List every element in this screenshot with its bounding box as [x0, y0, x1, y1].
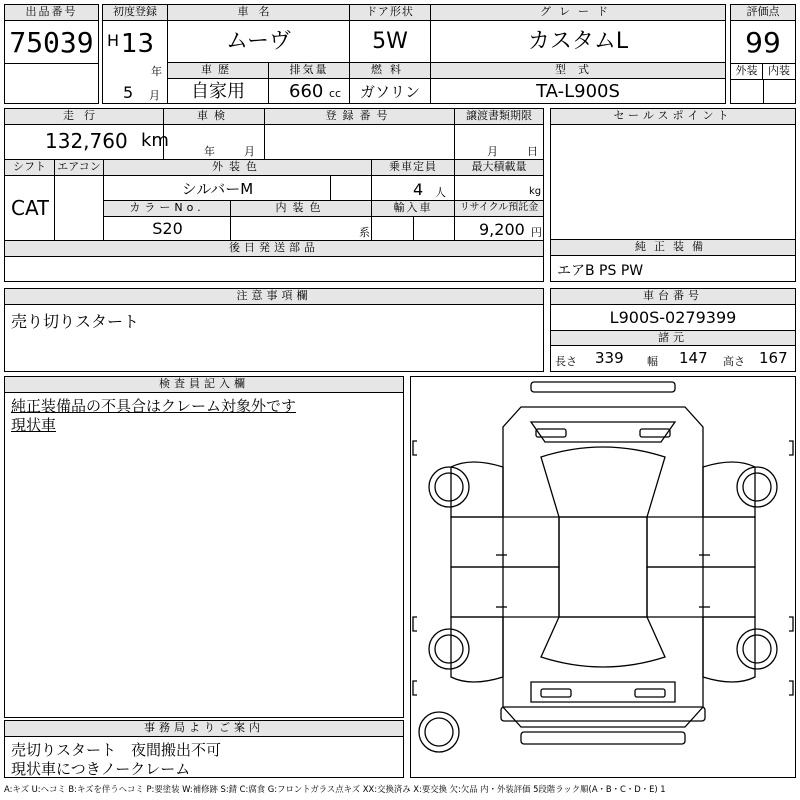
reg-year: 13 [121, 29, 155, 59]
height-value: 167 [759, 349, 788, 367]
width-label: 幅 [647, 355, 658, 368]
legend-text: A:キズ U:ヘコミ B:キズを伴うヘコミ P:要塗装 W:補修跡 S:錆 C:腐食 G:フロントガラス点キズ XX:交換済み X:要交換 欠:欠品 内・外装評価 5段階ラック順(A・B・C・D・E) 1 [4, 784, 666, 794]
recycle-value: 9,200 [479, 220, 525, 239]
capacity-value: 4 [413, 180, 424, 199]
caution-text: 売り切りスタート [11, 312, 140, 331]
aircon-col [55, 176, 104, 240]
inspector-header: 検査員記入欄 [5, 377, 403, 393]
inspection-year-unit: 年 [204, 145, 215, 158]
cabin-shape [559, 517, 647, 617]
load-unit: kg [529, 186, 542, 197]
fuel-header: 燃料 [350, 63, 430, 79]
colorno-header: カラーNo. [104, 201, 231, 217]
equipment-header: 純正装備 [551, 240, 795, 256]
chassis-header: 車台番号 [551, 289, 795, 305]
reg-number-cell [264, 108, 455, 160]
mileage-header: 走行 [5, 109, 163, 125]
door-left-front [451, 517, 559, 567]
width-value: 147 [679, 349, 708, 367]
rear-gate-shape [531, 682, 675, 702]
front-bumper-shape [531, 382, 675, 392]
interior-color-unit: 系 [359, 226, 370, 239]
later-parts-header: 後日発送部品 [5, 241, 543, 257]
taillight-left [541, 689, 571, 697]
office-header: 事務局よりご案内 [5, 721, 403, 737]
inspector-line-2: 現状車 [11, 416, 57, 434]
first-reg-cell [102, 4, 168, 104]
reg-month: 5 [123, 83, 134, 102]
interior-color-cell [231, 217, 372, 240]
fender-right-rear [703, 617, 755, 682]
roof-shape [541, 447, 665, 517]
fuel-value: ガソリン [359, 83, 420, 101]
fender-left-rear [451, 617, 503, 682]
first-reg-header: 初度登録 [103, 5, 167, 21]
interior-color-header: 内装色 [231, 201, 372, 217]
lot-header: 出品番号 [5, 5, 98, 21]
model-header: 型式 [431, 63, 725, 79]
mileage-value: 132,760 [45, 129, 128, 153]
capacity-header: 乗車定員 [372, 160, 455, 176]
era-label: H [107, 31, 120, 50]
inspection-header: 車検 [164, 109, 264, 125]
lot-cell [4, 4, 99, 104]
model-value: TA-L900S [536, 81, 620, 102]
recycle-header: リサイクル預託金 [455, 201, 543, 217]
recycle-unit: 円 [531, 226, 542, 239]
transfer-month-unit: 月 [487, 145, 498, 158]
displacement-cell [268, 62, 350, 104]
doors-header: ドア形状 [350, 5, 430, 21]
later-parts-cell [4, 240, 544, 282]
import-cell [372, 217, 414, 240]
score-header: 評価点 [731, 5, 795, 21]
caution-cell [4, 288, 544, 372]
model-cell [430, 62, 726, 104]
exterior-header: 外装 [731, 63, 763, 79]
reg-month-unit: 月 [149, 89, 160, 102]
aircon-header: エアコン [55, 160, 104, 176]
car-diagram [410, 376, 796, 778]
chassis-cell [550, 288, 796, 372]
rear-window-shape [541, 617, 665, 667]
shift-header: シフト [5, 160, 55, 176]
door-left-rear [451, 567, 559, 617]
capacity-unit: 人 [435, 186, 446, 199]
office-line-2: 現状車につきノークレーム [11, 760, 191, 778]
sales-header: セールスポイント [551, 109, 795, 125]
caution-header: 注意事項欄 [5, 289, 543, 305]
transfer-header: 譲渡書類期限 [455, 109, 543, 125]
reg-year-unit: 年 [151, 65, 162, 78]
spec-block [4, 159, 544, 241]
grade-value: カスタムL [527, 29, 629, 54]
lot-number: 75039 [9, 26, 94, 59]
car-name-cell [167, 4, 350, 63]
reg-number-header: 登録番号 [265, 109, 454, 125]
rear-bumper-shape [501, 707, 705, 721]
sales-cell [550, 108, 796, 240]
doors-cell [349, 4, 431, 63]
length-value: 339 [595, 349, 624, 367]
import-header: 輸入車 [372, 201, 455, 217]
history-value: 自家用 [191, 81, 245, 102]
transfer-day-unit: 日 [527, 145, 538, 158]
displacement-unit: cc [329, 87, 342, 100]
grade-header: グレード [431, 5, 725, 21]
top-section [4, 4, 796, 104]
score-value: 99 [745, 26, 781, 59]
office-line-1: 売切りスタート 夜間搬出不可 [11, 741, 222, 759]
inspector-line-1: 純正装備品の不具合はクレーム対象外です [11, 397, 297, 415]
transfer-cell [454, 108, 544, 160]
length-label: 長さ [555, 355, 577, 368]
door-right-rear [647, 567, 755, 617]
inspection-cell [163, 108, 265, 160]
mileage-unit: km [141, 130, 169, 151]
displacement-header: 排気量 [269, 63, 349, 79]
equipment-cell [550, 239, 796, 282]
color-value: シルバーM [181, 180, 254, 198]
history-header: 車歴 [168, 63, 268, 79]
colorno-value: S20 [152, 219, 183, 238]
office-cell [4, 720, 404, 778]
history-cell [167, 62, 269, 104]
taillight-right [635, 689, 665, 697]
lot-divider [5, 63, 98, 64]
shift-value: CAT [11, 196, 50, 220]
car-name-header: 車名 [168, 5, 349, 21]
equipment-value: エアB PS PW [557, 263, 644, 279]
inspection-month-unit: 月 [244, 145, 255, 158]
mileage-cell [4, 108, 169, 160]
displacement-value: 660 [289, 81, 324, 102]
score-split [763, 79, 764, 103]
car-name: ムーヴ [226, 29, 291, 54]
inspector-cell [4, 376, 404, 718]
dims-header: 諸元 [551, 330, 795, 346]
color-header: 外装色 [104, 160, 372, 176]
height-label: 高さ [723, 355, 745, 368]
interior-header: 内装 [763, 63, 795, 79]
chassis-value: L900S-0279399 [609, 308, 737, 327]
score-cell [730, 4, 796, 104]
doors-value: 5W [372, 29, 408, 54]
load-header: 最大積載量 [455, 160, 543, 176]
grade-cell [430, 4, 726, 63]
fuel-cell [349, 62, 431, 104]
hood-shape [531, 422, 675, 442]
car-diagram-svg [411, 377, 795, 777]
door-right-front [647, 517, 755, 567]
import-cell-2 [414, 217, 455, 240]
color-extra [331, 176, 372, 201]
